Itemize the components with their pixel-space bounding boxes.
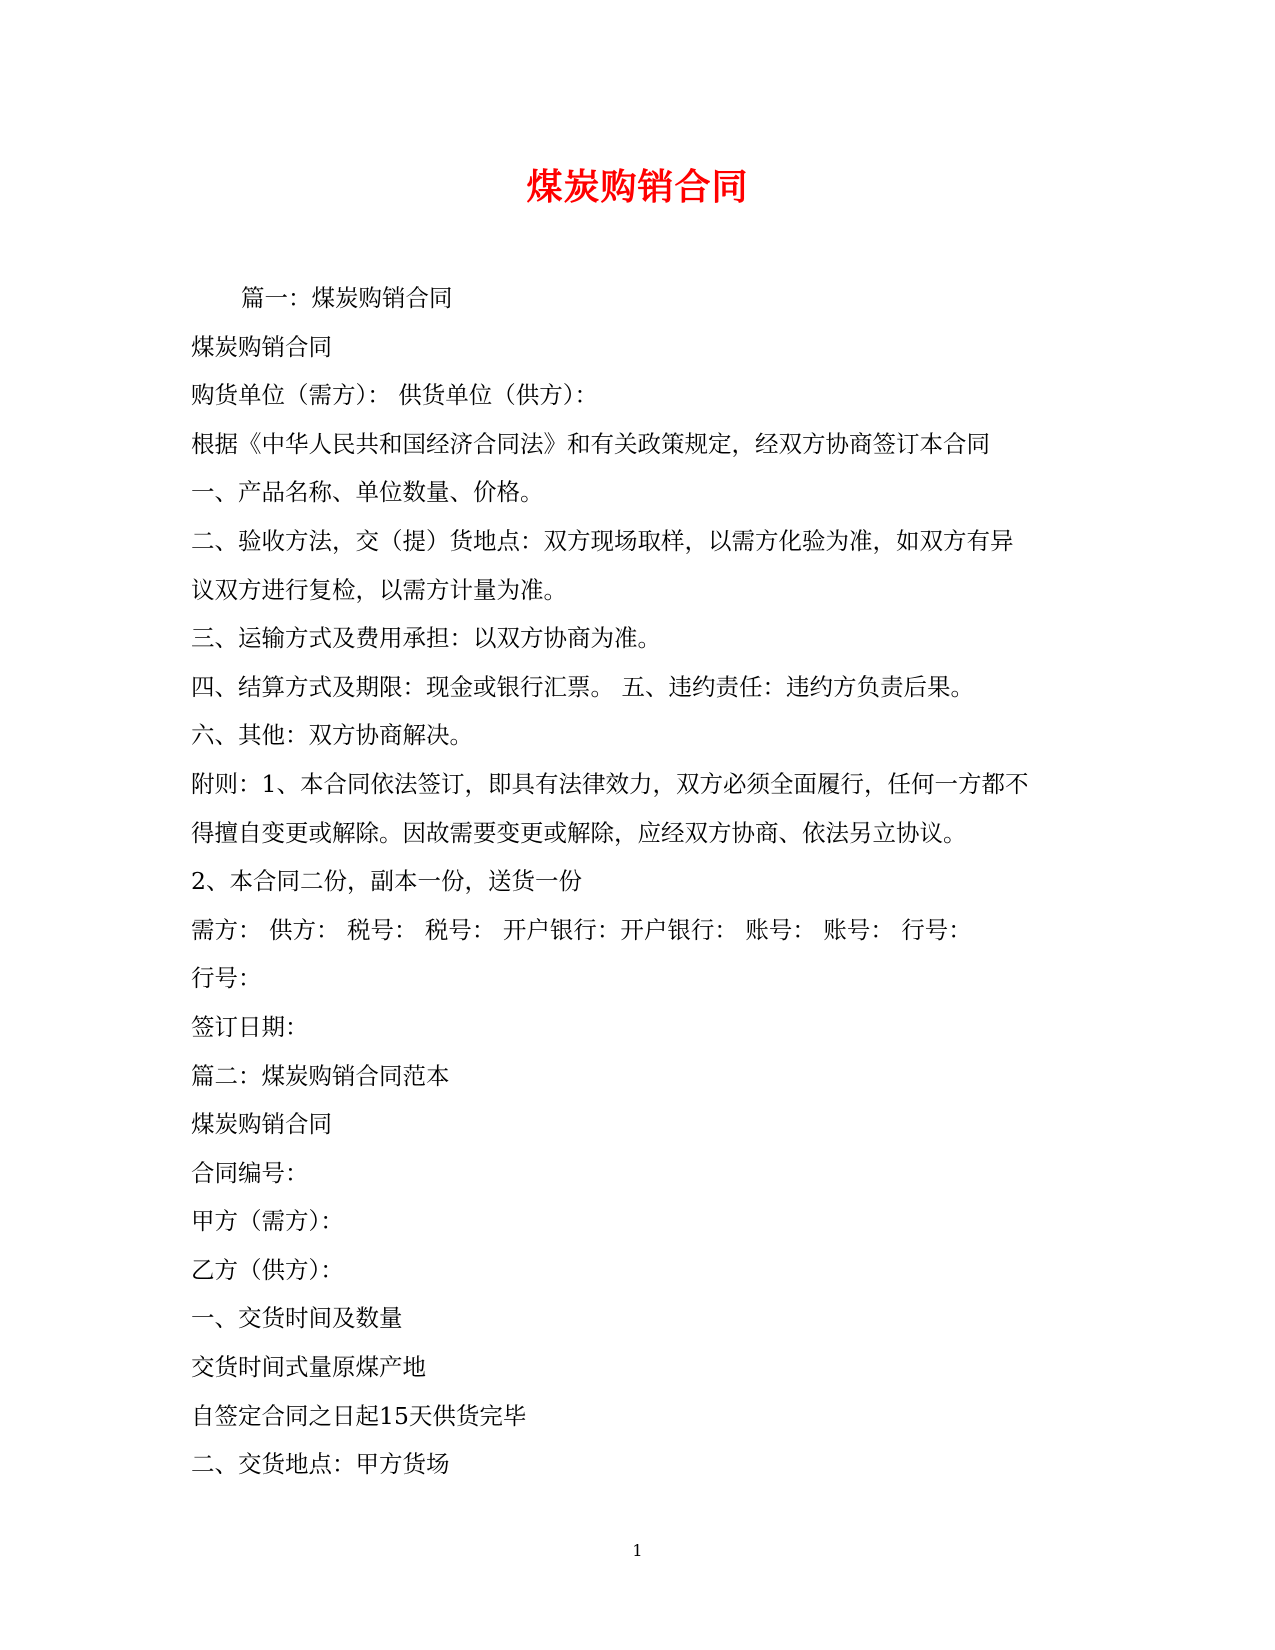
paragraph-line: 签订日期： bbox=[191, 1012, 309, 1041]
paragraph-line: 交货时间式量原煤产地 bbox=[191, 1353, 426, 1382]
paragraph-line: 二、验收方法，交（提）货地点：双方现场取样，以需方化验为准，如双方有异 bbox=[191, 526, 1014, 555]
document-body bbox=[191, 274, 1091, 1489]
paragraph-line: 一、交货时间及数量 bbox=[191, 1304, 403, 1333]
section-heading: 篇二：煤炭购销合同范本 bbox=[191, 1061, 450, 1090]
paragraph-line: 附则：1、本合同依法签订，即具有法律效力，双方必须全面履行，任何一方都不 bbox=[191, 769, 1029, 798]
paragraph-line: 一、产品名称、单位数量、价格。 bbox=[191, 478, 544, 507]
page-number: 1 bbox=[632, 1541, 643, 1560]
paragraph-line: 根据《中华人民共和国经济合同法》和有关政策规定，经双方协商签订本合同 bbox=[191, 429, 990, 458]
paragraph-line: 购货单位（需方）： 供货单位（供方）： bbox=[191, 381, 598, 410]
paragraph-line: 煤炭购销合同 bbox=[191, 332, 332, 361]
paragraph-line: 需方： 供方： 税号： 税号： 开户银行：开户银行： 账号： 账号： 行号： bbox=[191, 915, 972, 944]
paragraph-line: 煤炭购销合同 bbox=[191, 1110, 332, 1139]
paragraph-line: 三、运输方式及费用承担：以双方协商为准。 bbox=[191, 624, 661, 653]
document-title: 煤炭购销合同 bbox=[526, 166, 749, 208]
paragraph-line: 二、交货地点：甲方货场 bbox=[191, 1450, 450, 1479]
paragraph-line: 合同编号： bbox=[191, 1158, 309, 1187]
paragraph-line: 自签定合同之日起15天供货完毕 bbox=[191, 1401, 527, 1430]
paragraph-line: 2、本合同二份，副本一份，送货一份 bbox=[191, 867, 582, 896]
paragraph-line: 行号： bbox=[191, 964, 262, 993]
section-heading: 篇一：煤炭购销合同 bbox=[241, 284, 453, 312]
paragraph-line: 乙方（供方）： bbox=[191, 1255, 344, 1284]
paragraph-line: 议双方进行复检，以需方计量为准。 bbox=[191, 575, 567, 604]
paragraph-line: 四、结算方式及期限：现金或银行汇票。 五、违约责任：违约方负责后果。 bbox=[191, 672, 974, 701]
paragraph-line: 甲方（需方）： bbox=[191, 1207, 344, 1236]
paragraph-line: 六、其他：双方协商解决。 bbox=[191, 721, 473, 750]
paragraph-line: 得擅自变更或解除。因故需要变更或解除，应经双方协商、依法另立协议。 bbox=[191, 818, 967, 847]
